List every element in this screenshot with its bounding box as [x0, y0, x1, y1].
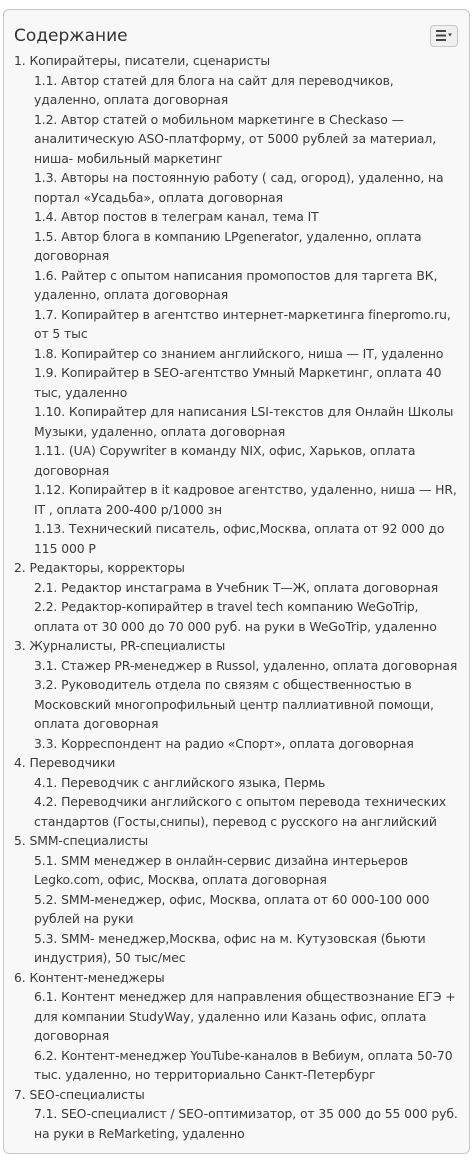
toc-subsection: [34, 734, 459, 754]
toc-subsection-link[interactable]: 1.9. Копирайтер в SEO-агентство Умный Маркетинг, оплата 40 тыс, удаленно: [34, 365, 442, 400]
toc-subsection: [34, 363, 459, 402]
toc-subsection-link[interactable]: 6.2. Контент-менеджер YouTube-каналов в Вебиум, оплата 50-70 тыс. удаленно, но территориально Санкт-Петербург: [34, 1047, 453, 1082]
toc-subsection-list: [14, 1104, 459, 1143]
toc-section: [14, 831, 459, 968]
toc-subsection-list: [14, 987, 459, 1085]
toc-section-link[interactable]: 1. Копирайтеры, писатели, сценаристы: [14, 53, 271, 68]
toc-subsection-link[interactable]: 7.1. SEO-специалист / SEO-оптимизатор, от 35 000 до 55 000 руб. на руки в ReMarketing, удаленно: [34, 1106, 458, 1141]
toc-subsection-link[interactable]: 1.1. Автор статей для блога на сайт для переводчиков, удаленно, оплата договорная: [34, 72, 394, 107]
toc-subsection-link[interactable]: 1.10. Копирайтер для написания LSI-текстов для Онлайн Школы Музыки, удаленно, оплата договорная: [34, 404, 454, 439]
toc-subsection: [34, 773, 459, 793]
toc-section-link[interactable]: 7. SEO-специалисты: [14, 1086, 145, 1102]
toc-subsection: [34, 480, 459, 519]
toc-section-link[interactable]: 5. SMM-специалисты: [14, 833, 149, 848]
toc-title: Содержание: [14, 26, 128, 46]
toc-section-link[interactable]: 2. Редакторы, корректоры: [14, 560, 185, 575]
toc-subsection-link[interactable]: 3.1. Стажер PR-менеджер в Russol, удаленно, оплата договорная: [34, 657, 458, 673]
toc-subsection: [34, 207, 459, 227]
toc-subsection: [34, 792, 459, 831]
toc-subsection-link[interactable]: 1.6. Райтер с опытом написания промопостов для таргета ВК, удаленно, оплата договорная: [34, 267, 438, 302]
toc-section: [14, 753, 459, 831]
toc-section-link[interactable]: 6. Контент-менеджеры: [14, 969, 165, 985]
toc-subsection: [34, 305, 459, 344]
toc-subsection-link[interactable]: 2.2. Редактор-копирайтер в travel tech компанию WeGoTrip, оплата от 30 000 до 70 000 руб. на руки в WeGoTrip, удаленно: [34, 599, 437, 634]
toc-subsection: [34, 578, 459, 598]
list-toggle-icon: [431, 30, 457, 42]
toc-subsection-link[interactable]: 1.13. Технический писатель, офис,Москва, оплата от 92 000 до 115 000 Р: [34, 521, 445, 556]
toc-list: [14, 51, 459, 1143]
toc-subsection-link[interactable]: 1.7. Копирайтер в агентство интернет-маркетинга finepromo.ru, от 5 тыс: [34, 306, 451, 341]
toc-subsection-list: [14, 656, 459, 754]
toc-section: [14, 968, 459, 1085]
toc-subsection: [34, 987, 459, 1046]
toc-subsection: [34, 227, 459, 266]
toc-subsection: [34, 168, 459, 207]
toc-subsection-link[interactable]: 1.3. Авторы на постоянную работу ( сад, огород), удаленно, на портал «Усадьба», оплата договорная: [34, 170, 444, 205]
toc-subsection: [34, 890, 459, 929]
toc-subsection-list: [14, 71, 459, 559]
toc-section: [14, 558, 459, 636]
toc-subsection: [34, 71, 459, 110]
toc-section: [14, 51, 459, 558]
toc-subsection: [34, 110, 459, 169]
toc-subsection: [34, 656, 459, 676]
toc-subsection-link[interactable]: 1.11. (UA) Copywriter в команду NIX, офис, Харьков, оплата договорная: [34, 443, 416, 478]
toc-subsection-list: [14, 851, 459, 968]
toc-subsection-link[interactable]: 4.2. Переводчики английского с опытом перевода технических стандартов (Госты,снипы), перевод с русского на английский: [34, 794, 447, 829]
toc-section: [14, 636, 459, 753]
toc-subsection: [34, 1104, 459, 1143]
toc-subsection: [34, 929, 459, 968]
toc-subsection-link[interactable]: 2.1. Редактор инстаграма в Учебник Т—Ж, оплата договорная: [34, 579, 439, 595]
toc-subsection-link[interactable]: 6.1. Контент менеджер для направления обществознание ЕГЭ + для компании StudyWay, удаленно или Казань офис, оплата договорная: [34, 989, 456, 1043]
toc-subsection: [34, 402, 459, 441]
toc-section: [14, 1085, 459, 1144]
toc-subsection: [34, 1046, 459, 1085]
toc-subsection: [34, 441, 459, 480]
toc-subsection-link[interactable]: 5.2. SMM-менеджер, офис, Москва, оплата от 60 000-100 000 рублей на руки: [34, 891, 430, 926]
toc-subsection: [34, 266, 459, 305]
toc-subsection: [34, 344, 459, 364]
toc-subsection: [34, 675, 459, 734]
toc-subsection-link[interactable]: 5.1. SMM менеджер в онлайн-сервис дизайна интерьеров Legko.com, офис, Москва, оплата договорная: [34, 852, 408, 887]
toc-subsection-link[interactable]: 1.2. Автор статей о мобильном маркетинге в Checkaso — аналитическую ASO-платформу, от 5000 рублей за материал, ниша- мобильный маркетинг: [34, 111, 437, 166]
toc-subsection-list: [14, 578, 459, 637]
toc-subsection-link[interactable]: 5.3. SMM- менеджер,Москва, офис на м. Кутузовская (бьюти индустрия), 50 тыс/мес: [34, 930, 426, 965]
table-of-contents: [3, 9, 470, 1154]
toc-subsection-link[interactable]: 4.1. Переводчик с английского языка, Пермь: [34, 774, 326, 790]
toc-subsection-link[interactable]: 1.12. Копирайтер в it кадровое агентство, удаленно, ниша — HR, IT , оплата 200-400 р/1000 зн: [34, 482, 457, 517]
toc-subsection: [34, 597, 459, 636]
toc-subsection-link[interactable]: 1.5. Автор блога в компанию LPgenerator, удаленно, оплата договорная: [34, 228, 422, 263]
toc-subsection-link[interactable]: 3.3. Корреспондент на радио «Спорт», оплата договорная: [34, 735, 414, 751]
toc-toggle-button[interactable]: [430, 25, 458, 47]
toc-subsection-link[interactable]: 1.8. Копирайтер со знанием английского, ниша — IT, удаленно: [34, 345, 444, 361]
toc-subsection-link[interactable]: 1.4. Автор постов в телеграм канал, тема IT: [34, 209, 319, 224]
toc-subsection-link[interactable]: 3.2. Руководитель отдела по связям с общественностью в Московский многопрофильный центр паллиативной помощи, оплата договорная: [34, 677, 434, 731]
toc-section-link[interactable]: 3. Журналисты, PR-специалисты: [14, 638, 226, 653]
toc-subsection: [34, 519, 459, 558]
toc-subsection-list: [14, 773, 459, 832]
toc-subsection: [34, 851, 459, 890]
toc-section-link[interactable]: 4. Переводчики: [14, 755, 116, 770]
